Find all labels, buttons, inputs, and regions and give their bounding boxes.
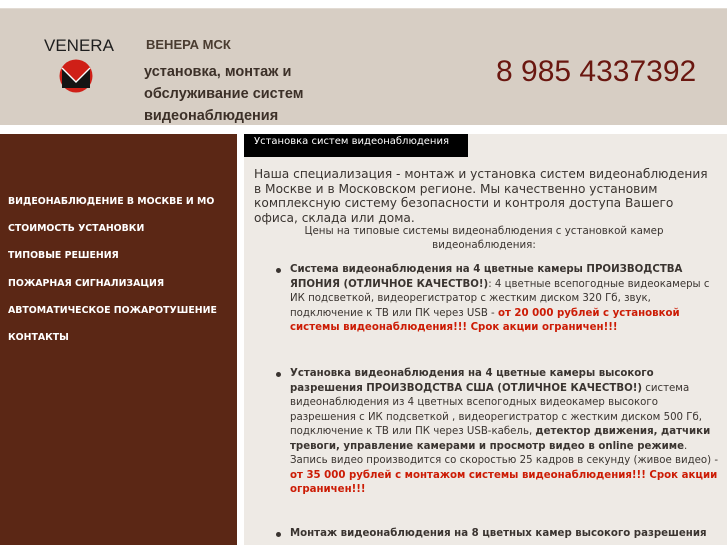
offer-title: Система видеонаблюдения на 4 цветные камеры ПРОИЗВОДСТВА ЯПОНИЯ (ОТЛИЧНОЕ КАЧЕСТВО!) [290,264,683,290]
nav-item-fire-alarm[interactable]: ПОЖАРНАЯ СИГНАЛИЗАЦИЯ [8,277,165,289]
nav-item-pricing[interactable]: СТОИМОСТЬ УСТАНОВКИ [8,223,145,235]
site-header [0,8,727,126]
nav-item-fire-suppression[interactable]: АВТОМАТИЧЕСКОЕ ПОЖАРОТУШЕНИЕ [8,304,217,316]
column-divider [237,134,244,545]
offer-price: от 20 000 рублей с установкой системы видеонаблюдения!!! Срок акции ограничен!!! [290,307,680,333]
prices-heading: Цены на типовые системы видеонаблюдения с установкой камер видеонаблюдения: [304,225,664,251]
content-tab-title: Установка систем видеонаблюдения [244,134,468,157]
venera-m-logo-icon[interactable] [57,59,95,93]
offer-item-3 [290,527,720,542]
offer-features: детектор движения, датчики тревоги, управление камерами и просмотр видео в online режиме [290,426,711,452]
bullet-icon [276,268,281,273]
nav-item-typical-solutions[interactable]: ТИПОВЫЕ РЕШЕНИЯ [8,250,119,262]
bullet-icon [276,532,281,537]
logo-text[interactable]: VENERA [44,36,114,55]
nav-item-contacts[interactable]: КОНТАКТЫ [8,331,69,343]
nav-item-video-moscow[interactable]: ВИДЕОНАБЛЮДЕНИЕ В МОСКВЕ И МО [8,196,215,207]
offer-item-1 [290,263,720,336]
intro-paragraph: Наша специализация - монтаж и установка систем видеонаблюдения в Москве и в Московском регионе. Мы качественно установим комплексную систему безопасности и контроля доступа Вашего офиса, склада или дома. [254,167,708,225]
site-tagline: установка, монтаж и обслуживание систем видеонаблюдения [144,64,304,124]
sidebar [0,134,237,545]
offer-price: от 35 000 рублей с монтажом системы видеонаблюдения!!! Срок акции ограничен!!! [290,469,718,495]
offer-title: Монтаж видеонаблюдения на 8 цветных камер высокого разрешения [290,528,707,539]
top-strip [0,0,727,8]
offer-description: система видеонаблюдения из 4 цветных всепогодных видеокамер высокого разрешения с ИК подсветкой , видеорегистратор с жестким диском 500 Гб, подключение к ТВ или ПК через USB-кабель, [290,382,703,437]
offer-item-2 [290,367,720,498]
offer-title: Установка видеонаблюдения на 4 цветные камеры высокого разрешения ПРОИЗВОДСТВА США (ОТЛИЧНОЕ КАЧЕСТВО!) [290,368,654,394]
main-content [244,134,727,545]
offer-description: : 4 цветные всепогодные видеокамеры с ИК подсветкой, видеорегистратор с жестким диском 320 Гб, звук, подключение к ТВ или ПК через USB - [290,278,710,319]
brand-name: ВЕНЕРА МСК [146,37,231,52]
phone-number[interactable]: 8 985 4337392 [496,55,697,88]
bullet-icon [276,372,281,377]
sidebar-nav [8,196,217,359]
offer-description-2: . Запись видео производится со скоростью 25 кадров в секунду (живое видео) - [290,440,719,466]
header-divider [0,125,727,134]
